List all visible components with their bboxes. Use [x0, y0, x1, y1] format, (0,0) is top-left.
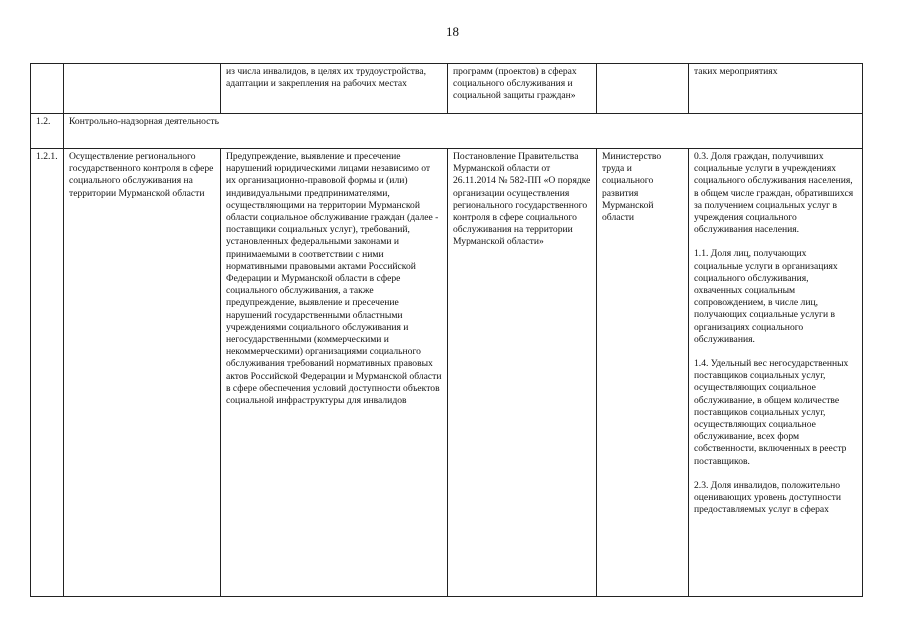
- table-cell: [64, 64, 221, 114]
- table-cell: [31, 64, 64, 114]
- indicator-text: 1.4. Удельный вес негосударственных поставщиков социальных услуг, осуществляющих социальное обслуживание, в общем количестве поставщиков социальных услуг, осуществляющих социальное обслуживание, всех форм собственности, включенных в реестр поставщиков.: [694, 358, 849, 467]
- table-row: [31, 64, 863, 114]
- indicator-text: 2.3. Доля инвалидов, положительно оценивающих уровень доступности предоставляемых услуг в сферах: [694, 479, 841, 516]
- table-row: [31, 149, 863, 597]
- table-cell: программ (проектов) в сферах социального обслуживания и социальной защиты граждан»: [448, 64, 597, 114]
- table-cell: [597, 64, 689, 114]
- program-table: [30, 63, 863, 597]
- indicator-text: 1.1. Доля лиц, получающих социальные услуги в организациях социального обслуживания, охваченных социальным сопровождением, в числе лиц, получающих социальные услуги в организациях социального обслуживания.: [694, 248, 838, 345]
- item-executor: Министерство труда и социального развития Мурманской области: [597, 149, 689, 597]
- item-number: 1.2.1.: [31, 149, 64, 597]
- item-legal-basis: Постановление Правительства Мурманской области от 26.11.2014 № 582-ПП «О порядке организации осуществления регионального государственного контроля в сфере социального обслуживания на территории Мурманской области»: [448, 149, 597, 597]
- indicator-text: 0.3. Доля граждан, получивших социальные услуги в учреждениях социального обслуживания населения, в общем числе граждан, обратившихся за получением социальных услуг в учреждения социального обслуживания населения.: [694, 151, 854, 236]
- page-number: 18: [446, 24, 459, 39]
- section-number: 1.2.: [31, 114, 64, 149]
- item-indicators: [689, 149, 863, 597]
- item-name: Осуществление регионального государственного контроля в сфере социального обслуживания на территории Мурманской области: [64, 149, 221, 597]
- section-row: [31, 114, 863, 149]
- table-cell: таких мероприятиях: [689, 64, 863, 114]
- table-cell: из числа инвалидов, в целях их трудоустройства, адаптации и закрепления на рабочих местах: [221, 64, 448, 114]
- section-title: Контрольно-надзорная деятельность: [64, 114, 863, 149]
- item-content: Предупреждение, выявление и пресечение нарушений юридическими лицами независимо от их организационно-правовой формы и (или) индивидуальными предпринимателями, осуществляющими на территории Мурманской области социальное обслуживание граждан (далее - поставщики социальных услуг), требований, установленных федеральными законами и принимаемыми в соответствии с ними нормативными правовыми актами Российской Федерации и Мурманской области в сфере социального обслуживания, а также предупреждение, выявление и пресечение нарушений государственными областными учреждениями социального обслуживания и негосударственными (коммерческими и некоммерческими) организациями социального обслуживания требований нормативных правовых актов Российской Федерации и Мурманской области в сфере обеспечения условий доступности объектов социальной инфраструктуры для инвалидов: [221, 149, 448, 597]
